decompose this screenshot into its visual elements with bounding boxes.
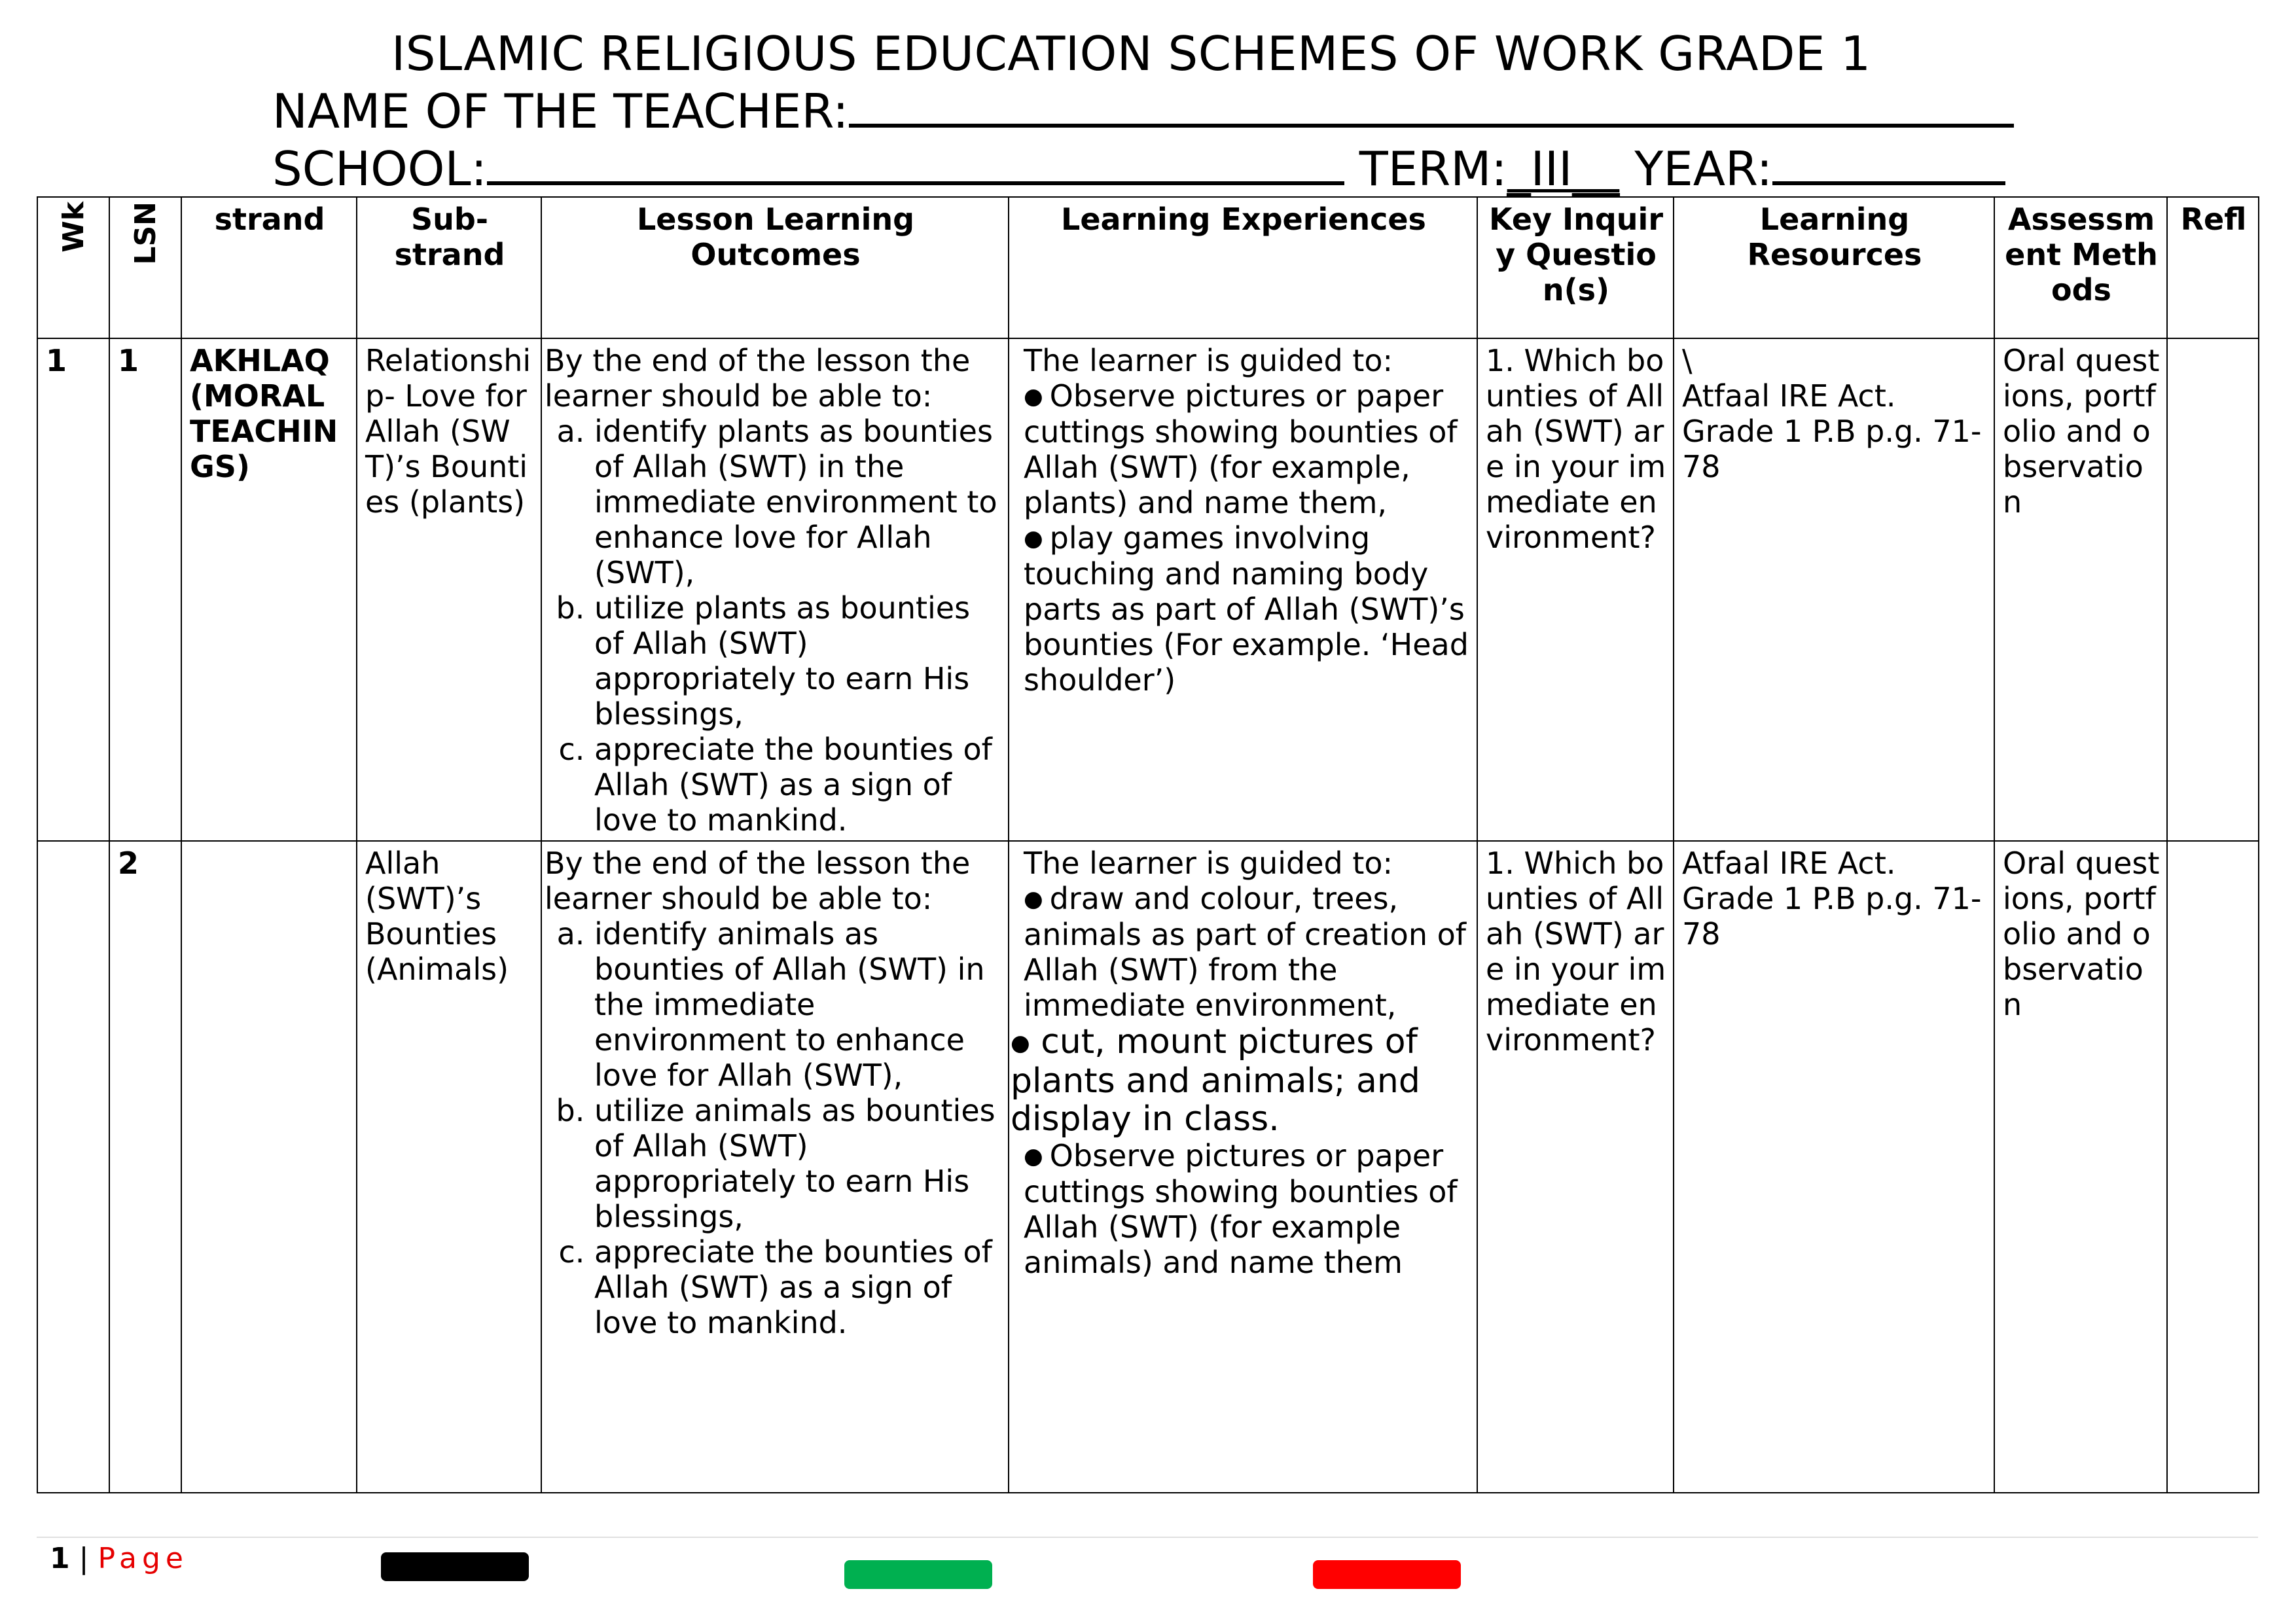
header-lsn: LSN xyxy=(109,197,181,338)
header-refl: Refl xyxy=(2167,197,2259,338)
header-resources: Learning Resources xyxy=(1674,197,1994,338)
cell-refl xyxy=(2167,338,2259,841)
black-swatch xyxy=(381,1552,529,1581)
teacher-line xyxy=(272,84,2014,139)
experiences-intro: The learner is guided to: xyxy=(1024,846,1393,881)
experiences-list xyxy=(1024,881,1470,1023)
list-item: ● Observe pictures or paper cuttings showing bounties of Allah (SWT) (for example, plants) and name them, xyxy=(1024,378,1470,520)
cell-lsn: 1 xyxy=(109,338,181,841)
outcomes-list xyxy=(545,916,1001,1340)
cell-experiences xyxy=(1009,338,1477,841)
table-header-row xyxy=(37,197,2259,338)
list-item: ● Observe pictures or paper cuttings showing bounties of Allah (SWT) (for example animals) and name them xyxy=(1024,1138,1470,1280)
cell-wk xyxy=(37,841,109,1493)
red-swatch xyxy=(1313,1560,1461,1589)
term-value: _III__ xyxy=(1507,141,1620,196)
outcomes-intro: By the end of the lesson the learner should be able to: xyxy=(545,846,971,916)
resources-text: Atfaal IRE Act. Grade 1 P.B p.g. 71-78 xyxy=(1682,378,1982,484)
schemes-of-work-table xyxy=(37,196,2259,1493)
list-item: b. utilize animals as bounties of Allah (SWT) appropriately to earn His blessings, xyxy=(594,1093,1001,1234)
cell-refl xyxy=(2167,841,2259,1493)
footer-divider xyxy=(37,1537,2258,1538)
table-row xyxy=(37,841,2259,1493)
cell-strand: AKHLAQ (MORAL TEACHINGS) xyxy=(181,338,357,841)
cell-lsn: 2 xyxy=(109,841,181,1493)
header-substrand: Sub-strand xyxy=(357,197,541,338)
list-item: b. utilize plants as bounties of Allah (SWT) appropriately to earn His blessings, xyxy=(594,590,1001,732)
list-item: c. appreciate the bounties of Allah (SWT) as a sign of love to mankind. xyxy=(594,1234,1001,1340)
header-wk: Wk xyxy=(37,197,109,338)
cell-inquiry: 1. Which bounties of Allah (SWT) are in your immediate environment? xyxy=(1477,338,1674,841)
cell-substrand: Allah (SWT)’s Bounties (Animals) xyxy=(357,841,541,1493)
page-label: Page xyxy=(98,1542,188,1575)
header-experiences: Learning Experiences xyxy=(1009,197,1477,338)
cell-resources xyxy=(1674,338,1994,841)
page-separator: | xyxy=(79,1542,89,1575)
cell-wk: 1 xyxy=(37,338,109,841)
cell-strand xyxy=(181,841,357,1493)
resources-mark: \ xyxy=(1682,343,1693,378)
term-label: TERM: xyxy=(1359,141,1507,196)
list-item: c. appreciate the bounties of Allah (SWT) as a sign of love to mankind. xyxy=(594,732,1001,838)
school-blank[interactable] xyxy=(487,142,1344,185)
list-item: a. identify plants as bounties of Allah (SWT) in the immediate environment to enhance love for Allah (SWT), xyxy=(594,414,1001,590)
experience-text: ● cut, mount pictures of plants and animals; and display in class. xyxy=(1011,1022,1420,1139)
experiences-intro: The learner is guided to: xyxy=(1024,343,1393,378)
school-label: SCHOOL: xyxy=(272,141,487,196)
page-number: 1 xyxy=(50,1542,70,1575)
list-item: ● play games involving touching and naming body parts as part of Allah (SWT)’s bounties (For example. ‘Head shoulder’) xyxy=(1024,520,1470,698)
list-item: ● draw and colour, trees, animals as part of creation of Allah (SWT) from the immediate environment, xyxy=(1024,881,1470,1023)
cell-resources: Atfaal IRE Act. Grade 1 P.B p.g. 71-78 xyxy=(1674,841,1994,1493)
teacher-label: NAME OF THE TEACHER: xyxy=(272,84,849,139)
header-outcomes: Lesson Learning Outcomes xyxy=(541,197,1009,338)
outcomes-intro: By the end of the lesson the learner should be able to: xyxy=(545,343,971,414)
header-strand: strand xyxy=(181,197,357,338)
cell-inquiry: 1. Which bounties of Allah (SWT) are in your immediate environment? xyxy=(1477,841,1674,1493)
year-label: YEAR: xyxy=(1634,141,1773,196)
year-blank[interactable] xyxy=(1772,142,2005,185)
cell-outcomes xyxy=(541,338,1009,841)
experiences-list xyxy=(1024,1138,1470,1280)
cell-assessment: Oral questions, portfolio and observation xyxy=(1994,841,2167,1493)
header-inquiry: Key Inquiry Question(s) xyxy=(1477,197,1674,338)
page-footer xyxy=(50,1542,188,1575)
cell-experiences xyxy=(1009,841,1477,1493)
document-title: ISLAMIC RELIGIOUS EDUCATION SCHEMES OF WORK GRADE 1 xyxy=(391,26,1871,81)
table-row xyxy=(37,338,2259,841)
teacher-blank[interactable] xyxy=(849,84,2014,128)
cell-assessment: Oral questions, portfolio and observation xyxy=(1994,338,2167,841)
green-swatch xyxy=(844,1560,992,1589)
list-item: a. identify animals as bounties of Allah (SWT) in the immediate environment to enhance love for Allah (SWT), xyxy=(594,916,1001,1093)
experiences-list xyxy=(1024,378,1470,698)
school-line xyxy=(272,141,2005,196)
header-assessment: Assessment Methods xyxy=(1994,197,2167,338)
outcomes-list xyxy=(545,414,1001,838)
cell-substrand: Relationship- Love for Allah (SWT)’s Bounties (plants) xyxy=(357,338,541,841)
cell-outcomes xyxy=(541,841,1009,1493)
